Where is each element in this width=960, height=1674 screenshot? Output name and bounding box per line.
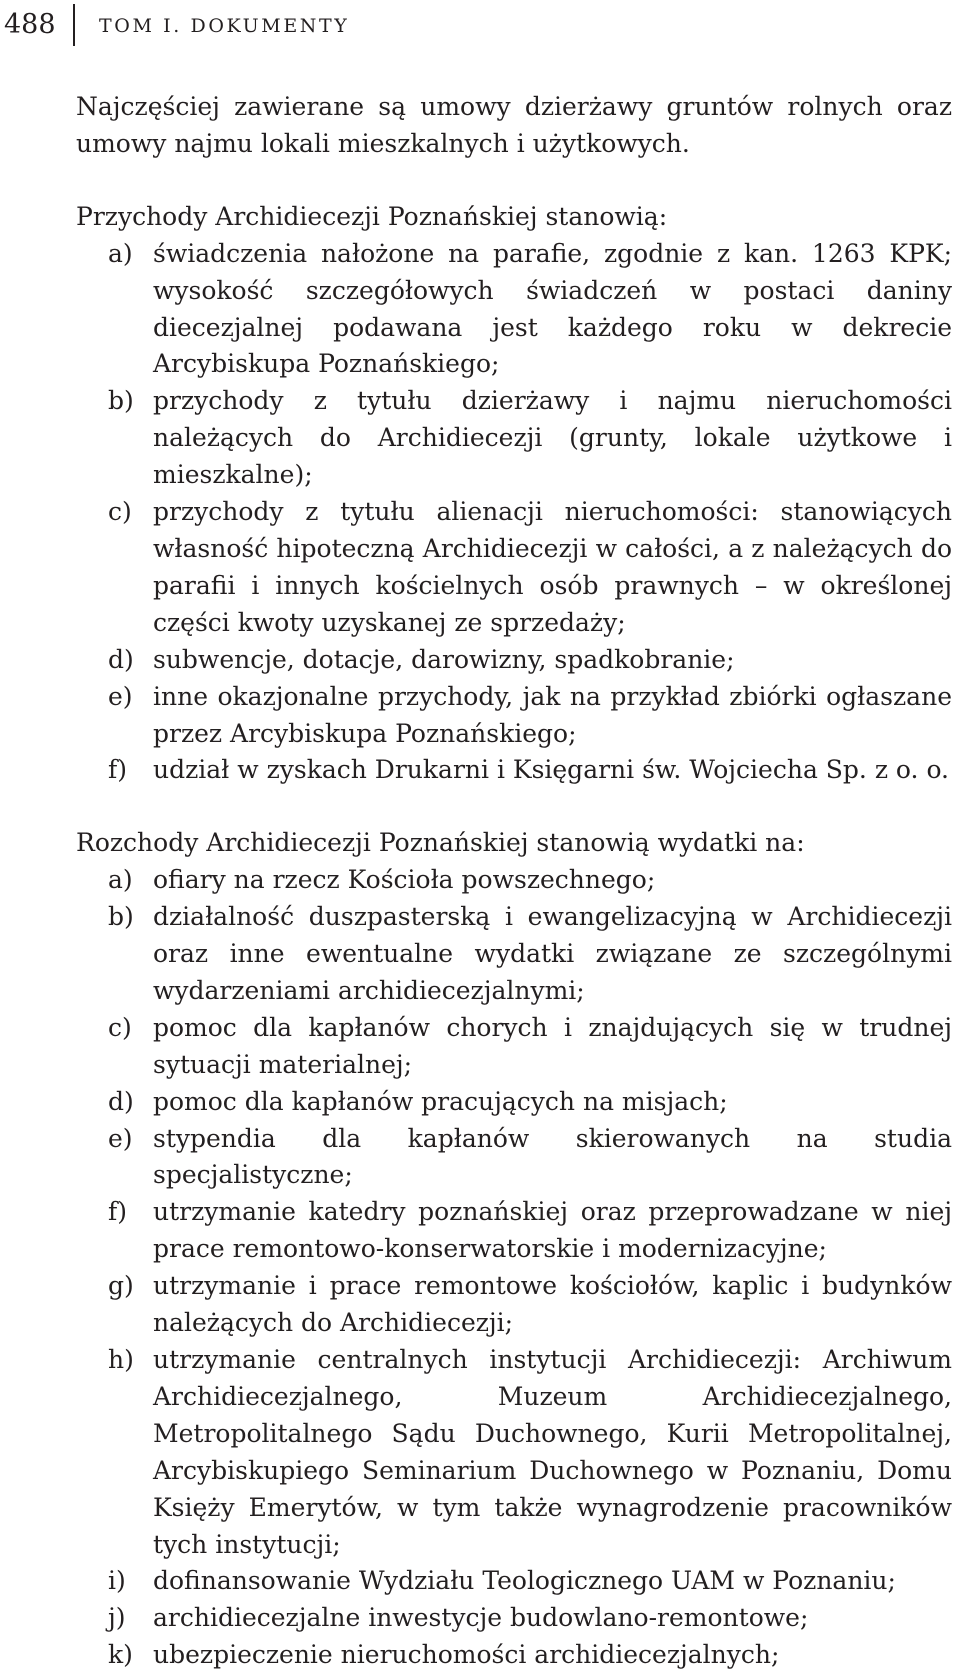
list-item-text: utrzymanie centralnych instytucji Archidiecezji: Archiwum Archidiecezjalnego, Muzeum Archidiecezjalnego, Metropolitalnego Sądu Duchownego, Kurii Metropolitalnej, Arcybiskupiego Seminarium Duchownego w Poznaniu, Domu Księży Emerytów, w tym także wynagrodzenie pracowników tych instytucji;: [153, 1345, 952, 1559]
list-item-marker: g): [108, 1271, 134, 1301]
page-number: 488: [4, 9, 56, 40]
list-item-marker: i): [108, 1566, 126, 1596]
list-item-text: subwencje, dotacje, darowizny, spadkobranie;: [153, 644, 735, 674]
section-spacer: [76, 789, 952, 825]
list-item-marker: c): [108, 1012, 132, 1042]
section-spacer: [76, 163, 952, 199]
list-item-text: pomoc dla kapłanów chorych i znajdujących się w trudnej sytuacji materialnej;: [153, 1012, 952, 1079]
list-item-marker: f): [108, 755, 128, 785]
list-item: [76, 679, 952, 753]
list-item-marker: e): [108, 681, 133, 711]
list-item: [76, 383, 952, 494]
expenses-list: [76, 862, 952, 1674]
list-item-marker: a): [108, 865, 133, 895]
list-item-marker: d): [108, 1086, 134, 1116]
list-item: [76, 1342, 952, 1563]
list-item: [76, 1121, 952, 1195]
expenses-section: [76, 825, 952, 1674]
list-item-text: świadczenia nałożone na parafie, zgodnie z kan. 1263 KPK; wysokość szczegółowych świadczeń w postaci daniny diecezjalnej podawana jest każdego roku w dekrecie Arcybiskupa Poznańskiego;: [153, 238, 952, 379]
opening-paragraph: Najczęściej zawierane są umowy dzierżawy gruntów rolnych oraz umowy najmu lokali mieszkalnych i użytkowych.: [76, 92, 952, 158]
income-list: [76, 236, 952, 790]
list-item-marker: e): [108, 1123, 133, 1153]
list-item-text: ofiary na rzecz Kościoła powszechnego;: [153, 865, 656, 895]
list-item: [76, 752, 952, 789]
list-item: [76, 862, 952, 899]
list-item: [76, 642, 952, 679]
running-head: TOM I. DOKUMENTY: [99, 15, 350, 37]
page-header: [0, 0, 960, 48]
list-item-text: stypendia dla kapłanów skierowanych na studia specjalistyczne;: [153, 1123, 952, 1190]
income-section: [76, 199, 952, 790]
list-item-text: przychody z tytułu alienacji nieruchomości: stanowiących własność hipoteczną Archidiecezji w całości, a z należących do parafii i innych kościelnych osób prawnych – w określonej części kwoty uzyskanej ze sprzedaży;: [153, 497, 952, 637]
list-item-text: utrzymanie i prace remontowe kościołów, kaplic i budynków należących do Archidiecezji;: [153, 1271, 952, 1338]
list-item-text: pomoc dla kapłanów pracujących na misjach;: [153, 1086, 728, 1116]
list-item-marker: b): [108, 386, 134, 416]
list-item: [76, 1563, 952, 1600]
list-item: [76, 236, 952, 384]
list-item: [76, 1084, 952, 1121]
list-item: [76, 1010, 952, 1084]
list-item-marker: f): [108, 1197, 128, 1227]
list-item-text: przychody z tytułu dzierżawy i najmu nieruchomości należących do Archidiecezji (grunty, lokale użytkowe i mieszkalne);: [153, 386, 952, 490]
list-item: [76, 899, 952, 1010]
income-intro: Przychody Archidiecezji Poznańskiej stanowią:: [76, 201, 668, 231]
list-item-marker: b): [108, 902, 134, 932]
list-item-text: utrzymanie katedry poznańskiej oraz przeprowadzane w niej prace remontowo-konserwatorskie i modernizacyjne;: [153, 1197, 952, 1264]
list-item-marker: a): [108, 238, 133, 268]
list-item-marker: k): [108, 1640, 133, 1670]
list-item: [76, 494, 952, 642]
header-divider: [73, 4, 75, 46]
list-item: [76, 1268, 952, 1342]
list-item-text: archidiecezjalne inwestycje budowlano-remontowe;: [153, 1603, 809, 1633]
list-item-text: udział w zyskach Drukarni i Księgarni św. Wojciecha Sp. z o. o.: [153, 755, 949, 785]
list-item-text: działalność duszpasterską i ewangelizacyjną w Archidiecezji oraz inne ewentualne wydatki związane ze szczególnymi wydarzeniami archidiecezjalnymi;: [153, 902, 952, 1005]
list-item-text: dofinansowanie Wydziału Teologicznego UAM w Poznaniu;: [153, 1566, 896, 1596]
list-item: [76, 1637, 952, 1674]
list-item-marker: d): [108, 644, 134, 674]
list-item-marker: h): [108, 1345, 134, 1374]
expenses-intro: Rozchody Archidiecezji Poznańskiej stanowią wydatki na:: [76, 828, 805, 858]
list-item-text: inne okazjonalne przychody, jak na przykład zbiórki ogłaszane przez Arcybiskupa Poznańskiego;: [153, 681, 952, 748]
list-item: [76, 1600, 952, 1637]
page-body: [76, 89, 952, 1674]
list-item-marker: j): [108, 1603, 126, 1633]
list-item-marker: c): [108, 497, 132, 527]
list-item: [76, 1194, 952, 1268]
list-item-text: ubezpieczenie nieruchomości archidiecezjalnych;: [153, 1640, 780, 1670]
